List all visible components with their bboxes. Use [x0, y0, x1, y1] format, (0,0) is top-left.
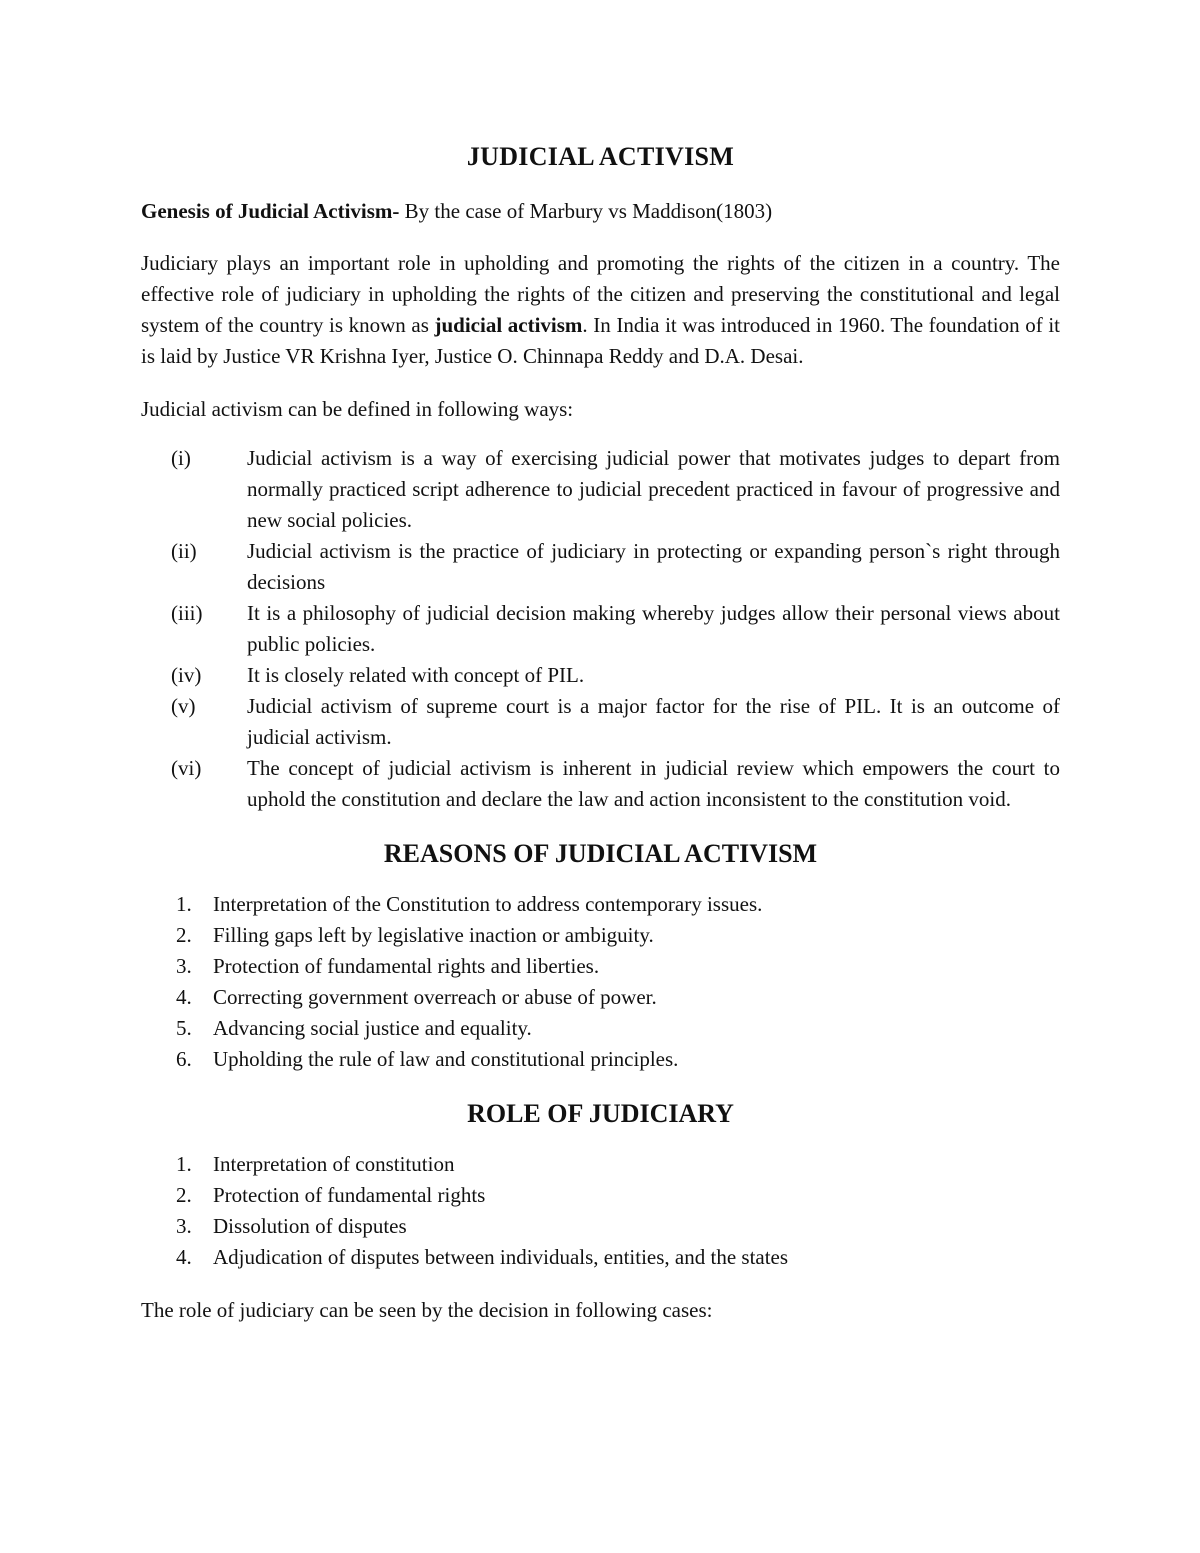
list-item-number: 4. [176, 985, 192, 1009]
intro-paragraph [141, 248, 1060, 372]
list-item-text: It is closely related with concept of PIL. [247, 663, 585, 687]
list-item-number: 6. [176, 1047, 192, 1071]
list-item [141, 691, 1060, 753]
list-item-text: Judicial activism of supreme court is a major factor for the rise of PIL. It is an outcome of judicial activism. [247, 694, 1060, 749]
closing-line: The role of judiciary can be seen by the decision in following cases: [141, 1298, 713, 1322]
list-item [141, 1180, 1060, 1211]
reasons-heading: REASONS OF JUDICIAL ACTIVISM [383, 839, 818, 868]
list-item-text: Correcting government overreach or abuse of power. [213, 985, 657, 1009]
list-item-text: Protection of fundamental rights and liberties. [213, 954, 600, 978]
role-list [141, 1149, 1060, 1273]
list-item [141, 951, 1060, 982]
list-item-number: 2. [176, 923, 192, 947]
genesis-line [141, 196, 1060, 227]
intro-text-end: . In India it was introduced in 1960. The foundation of it is laid by Justice VR Krishna Iyer, Justice O. Chinnapa Reddy and D.A. Desai. [141, 313, 1060, 368]
genesis-label: Genesis of Judicial Activism- [141, 199, 400, 223]
list-item [141, 753, 1060, 815]
list-item [141, 443, 1060, 536]
list-item [141, 982, 1060, 1013]
list-item [141, 1044, 1060, 1075]
list-item [141, 1211, 1060, 1242]
intro-bold-term: judicial activism [434, 313, 583, 337]
list-item [141, 1013, 1060, 1044]
list-item-number: (v) [171, 694, 196, 718]
list-item-number: (iii) [171, 601, 203, 625]
list-item-number: 4. [176, 1245, 192, 1269]
list-item [141, 660, 1060, 691]
list-item-text: Adjudication of disputes between individuals, entities, and the states [213, 1245, 789, 1269]
list-item-text: Filling gaps left by legislative inaction or ambiguity. [213, 923, 654, 947]
list-item-text: Advancing social justice and equality. [213, 1016, 532, 1040]
list-item-text: Upholding the rule of law and constitutional principles. [213, 1047, 679, 1071]
list-item [141, 536, 1060, 598]
list-item-text: Dissolution of disputes [213, 1214, 407, 1238]
list-item-number: (vi) [171, 756, 202, 780]
list-item-number: 2. [176, 1183, 192, 1207]
list-item-text: Interpretation of constitution [213, 1152, 455, 1176]
list-item-number: (iv) [171, 663, 202, 687]
list-item [141, 889, 1060, 920]
intro-text-start: Judiciary plays an important role in upholding and promoting the rights of the citizen in a country. The effective role of judiciary in upholding the rights of the citizen and preserving the constitutional and legal system of the country is known as [141, 251, 1060, 337]
definition-lead: Judicial activism can be defined in following ways: [141, 397, 574, 421]
list-item-text: Interpretation of the Constitution to address contemporary issues. [213, 892, 763, 916]
genesis-text: By the case of Marbury vs Maddison(1803) [399, 199, 773, 223]
definitions-list [141, 443, 1060, 815]
list-item-number: 1. [176, 892, 192, 916]
role-heading: ROLE OF JUDICIARY [467, 1099, 734, 1128]
list-item-text: Protection of fundamental rights [213, 1183, 486, 1207]
list-item-text: It is a philosophy of judicial decision making whereby judges allow their personal views about public policies. [247, 601, 1060, 656]
reasons-list [141, 889, 1060, 1075]
page-title: JUDICIAL ACTIVISM [466, 142, 735, 171]
list-item-number: (ii) [171, 539, 197, 563]
list-item-number: 5. [176, 1016, 192, 1040]
list-item-number: 3. [176, 1214, 192, 1238]
list-item-number: 1. [176, 1152, 192, 1176]
list-item [141, 920, 1060, 951]
list-item-text: Judicial activism is the practice of judiciary in protecting or expanding person`s right through decisions [247, 539, 1060, 594]
list-item [141, 598, 1060, 660]
list-item-text: The concept of judicial activism is inherent in judicial review which empowers the court to uphold the constitution and declare the law and action inconsistent to the constitution void. [247, 756, 1060, 811]
list-item-number: (i) [171, 446, 191, 470]
list-item [141, 1242, 1060, 1273]
document-body [141, 140, 1060, 1344]
list-item-number: 3. [176, 954, 192, 978]
list-item-text: Judicial activism is a way of exercising judicial power that motivates judges to depart from normally practiced script adherence to judicial precedent practiced in favour of progressive and new social policies. [247, 446, 1060, 532]
list-item [141, 1149, 1060, 1180]
